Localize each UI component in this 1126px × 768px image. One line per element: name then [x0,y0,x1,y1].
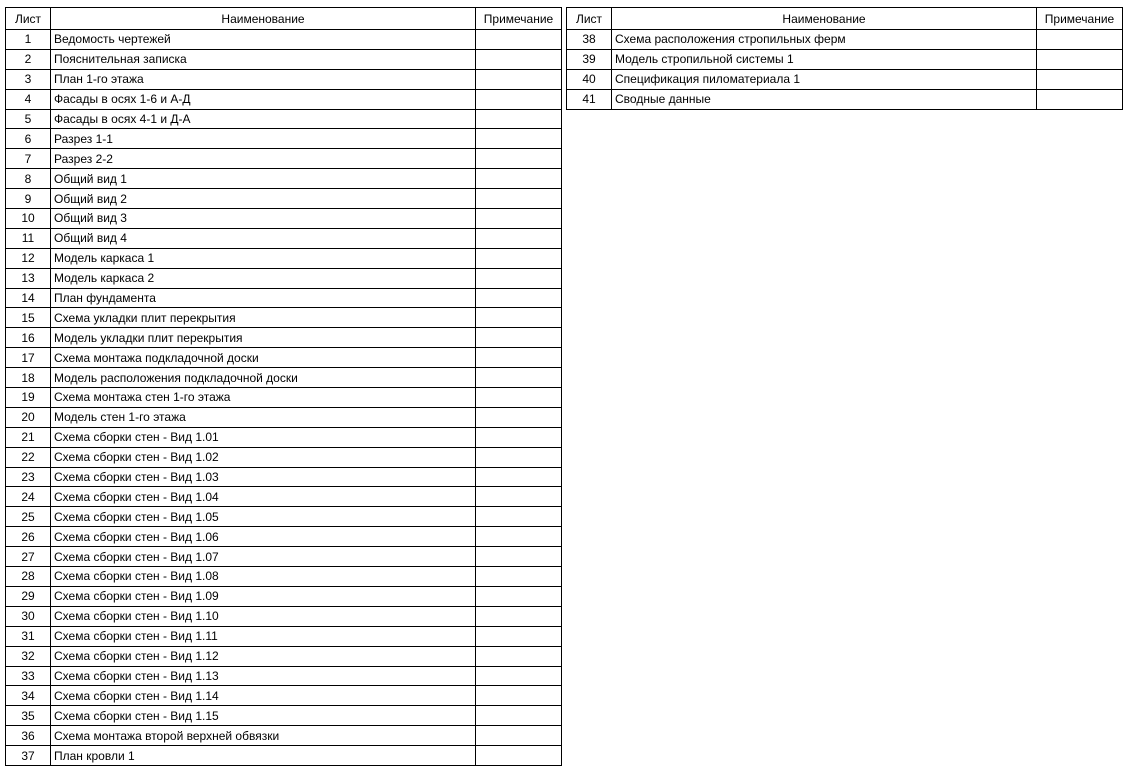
table-row [6,69,562,89]
sheet-name-cell: Фасады в осях 1-6 и А-Д [51,89,476,109]
sheet-name-cell: Модель укладки плит перекрытия [51,328,476,348]
sheet-number-cell: 40 [567,69,612,89]
sheet-name-cell: Ведомость чертежей [51,30,476,50]
sheet-note-cell [476,189,562,209]
sheet-name-cell: Разрез 2-2 [51,149,476,169]
sheet-name-cell: Модель каркаса 2 [51,268,476,288]
sheet-note-cell [476,706,562,726]
sheet-number-cell: 30 [6,606,51,626]
table-row [6,467,562,487]
table-row [6,407,562,427]
sheet-number-cell: 8 [6,169,51,189]
sheet-name-cell: Схема сборки стен - Вид 1.08 [51,567,476,587]
sheet-note-cell [476,626,562,646]
sheet-name-cell: Сводные данные [612,89,1037,109]
table-row [6,527,562,547]
table-row [6,348,562,368]
sheet-note-cell [476,427,562,447]
sheet-number-cell: 12 [6,248,51,268]
table-row [567,89,1123,109]
sheet-name-cell: Модель стропильной системы 1 [612,49,1037,69]
sheet-note-cell [476,746,562,766]
table-row [6,288,562,308]
sheet-number-cell: 5 [6,109,51,129]
sheet-number-cell: 22 [6,447,51,467]
sheet-number-cell: 38 [567,30,612,50]
sheet-name-cell: Схема сборки стен - Вид 1.06 [51,527,476,547]
sheet-number-cell: 29 [6,586,51,606]
table-row [6,89,562,109]
sheet-note-cell [476,209,562,229]
sheet-number-cell: 14 [6,288,51,308]
table-row [6,706,562,726]
sheet-number-cell: 28 [6,567,51,587]
table-row [6,328,562,348]
sheet-note-cell [476,49,562,69]
sheet-name-cell: Схема сборки стен - Вид 1.07 [51,547,476,567]
sheet-note-cell [476,726,562,746]
table-row [6,427,562,447]
sheet-note-cell [476,606,562,626]
sheet-name-cell: Модель расположения подкладочной доски [51,368,476,388]
table-row [6,567,562,587]
sheet-number-cell: 2 [6,49,51,69]
sheet-name-cell: Пояснительная записка [51,49,476,69]
sheet-name-cell: Схема сборки стен - Вид 1.03 [51,467,476,487]
table-row [6,368,562,388]
table-row [6,746,562,766]
sheet-note-cell [476,248,562,268]
sheet-note-cell [1037,89,1123,109]
sheet-note-cell [476,666,562,686]
sheet-number-cell: 10 [6,209,51,229]
sheet-note-cell [476,527,562,547]
table-row [6,606,562,626]
sheet-note-cell [476,268,562,288]
sheet-name-cell: Схема расположения стропильных ферм [612,30,1037,50]
sheet-note-cell [476,467,562,487]
sheet-name-cell: Схема сборки стен - Вид 1.10 [51,606,476,626]
sheet-number-cell: 18 [6,368,51,388]
sheet-note-cell [1037,30,1123,50]
sheet-number-cell: 36 [6,726,51,746]
sheet-name-cell: Общий вид 2 [51,189,476,209]
sheet-number-cell: 33 [6,666,51,686]
sheet-note-cell [476,388,562,408]
sheet-note-cell [476,586,562,606]
sheet-name-cell: Схема монтажа второй верхней обвязки [51,726,476,746]
sheet-note-cell [476,547,562,567]
sheet-name-cell: Общий вид 4 [51,228,476,248]
sheet-note-cell [476,686,562,706]
sheet-note-cell [476,567,562,587]
sheet-note-cell [476,447,562,467]
table-row [567,69,1123,89]
sheet-name-cell: План 1-го этажа [51,69,476,89]
sheet-note-cell [476,646,562,666]
sheet-name-cell: Разрез 1-1 [51,129,476,149]
sheet-number-cell: 23 [6,467,51,487]
sheet-name-cell: План фундамента [51,288,476,308]
table-row [6,308,562,328]
drawing-register-table-right [566,7,1123,110]
header-name: Наименование [51,8,476,30]
sheet-name-cell: Схема сборки стен - Вид 1.05 [51,507,476,527]
table-row [6,189,562,209]
sheet-name-cell: Схема сборки стен - Вид 1.11 [51,626,476,646]
sheet-note-cell [476,507,562,527]
sheet-name-cell: Схема укладки плит перекрытия [51,308,476,328]
sheet-name-cell: Общий вид 3 [51,209,476,229]
sheet-number-cell: 26 [6,527,51,547]
table-row [6,30,562,50]
sheet-note-cell [476,288,562,308]
table-row [6,646,562,666]
table-row [6,149,562,169]
header-name: Наименование [612,8,1037,30]
sheet-name-cell: План кровли 1 [51,746,476,766]
sheet-number-cell: 17 [6,348,51,368]
sheet-note-cell [476,328,562,348]
table-row [6,109,562,129]
sheet-note-cell [476,368,562,388]
sheet-number-cell: 20 [6,407,51,427]
table-row [6,626,562,646]
table-row [6,169,562,189]
table-row [6,686,562,706]
table-row [6,726,562,746]
sheet-number-cell: 1 [6,30,51,50]
sheet-note-cell [476,30,562,50]
sheet-number-cell: 41 [567,89,612,109]
table-row [6,507,562,527]
sheet-number-cell: 21 [6,427,51,447]
sheet-name-cell: Схема сборки стен - Вид 1.04 [51,487,476,507]
table-row [567,49,1123,69]
sheet-name-cell: Схема сборки стен - Вид 1.15 [51,706,476,726]
header-sheet: Лист [6,8,51,30]
sheet-number-cell: 24 [6,487,51,507]
table-row [6,447,562,467]
sheet-number-cell: 4 [6,89,51,109]
table-row [6,547,562,567]
sheet-number-cell: 31 [6,626,51,646]
header-note: Примечание [476,8,562,30]
sheet-number-cell: 27 [6,547,51,567]
sheet-name-cell: Спецификация пиломатериала 1 [612,69,1037,89]
table-row [6,487,562,507]
sheet-name-cell: Схема сборки стен - Вид 1.13 [51,666,476,686]
drawing-register-table-left [5,7,562,766]
sheet-number-cell: 13 [6,268,51,288]
sheet-number-cell: 16 [6,328,51,348]
sheet-name-cell: Модель стен 1-го этажа [51,407,476,427]
table-row [6,209,562,229]
sheet-number-cell: 15 [6,308,51,328]
sheet-number-cell: 37 [6,746,51,766]
header-row [567,8,1123,30]
sheet-number-cell: 34 [6,686,51,706]
sheet-name-cell: Схема сборки стен - Вид 1.02 [51,447,476,467]
sheet-number-cell: 25 [6,507,51,527]
sheet-note-cell [1037,49,1123,69]
table-row [6,268,562,288]
sheet-note-cell [476,228,562,248]
sheet-note-cell [476,109,562,129]
sheet-name-cell: Схема сборки стен - Вид 1.01 [51,427,476,447]
sheet-note-cell [476,348,562,368]
table-row [6,248,562,268]
table-row [6,666,562,686]
sheet-number-cell: 9 [6,189,51,209]
sheet-note-cell [1037,69,1123,89]
header-note: Примечание [1037,8,1123,30]
table-row [6,586,562,606]
sheet-name-cell: Схема сборки стен - Вид 1.12 [51,646,476,666]
sheet-note-cell [476,69,562,89]
sheet-number-cell: 35 [6,706,51,726]
sheet-note-cell [476,129,562,149]
header-sheet: Лист [567,8,612,30]
table-row [6,129,562,149]
sheet-note-cell [476,149,562,169]
header-row [6,8,562,30]
table-row [567,30,1123,50]
table-row [6,49,562,69]
table-row [6,228,562,248]
sheet-name-cell: Фасады в осях 4-1 и Д-А [51,109,476,129]
sheet-number-cell: 11 [6,228,51,248]
sheet-name-cell: Схема монтажа стен 1-го этажа [51,388,476,408]
sheet-number-cell: 19 [6,388,51,408]
sheet-note-cell [476,169,562,189]
sheet-name-cell: Общий вид 1 [51,169,476,189]
sheet-note-cell [476,89,562,109]
sheet-note-cell [476,407,562,427]
sheet-number-cell: 39 [567,49,612,69]
sheet-number-cell: 3 [6,69,51,89]
sheet-name-cell: Модель каркаса 1 [51,248,476,268]
sheet-number-cell: 7 [6,149,51,169]
sheet-note-cell [476,487,562,507]
table-row [6,388,562,408]
sheet-number-cell: 6 [6,129,51,149]
sheet-note-cell [476,308,562,328]
sheet-name-cell: Схема сборки стен - Вид 1.14 [51,686,476,706]
sheet-number-cell: 32 [6,646,51,666]
sheet-name-cell: Схема сборки стен - Вид 1.09 [51,586,476,606]
sheet-name-cell: Схема монтажа подкладочной доски [51,348,476,368]
